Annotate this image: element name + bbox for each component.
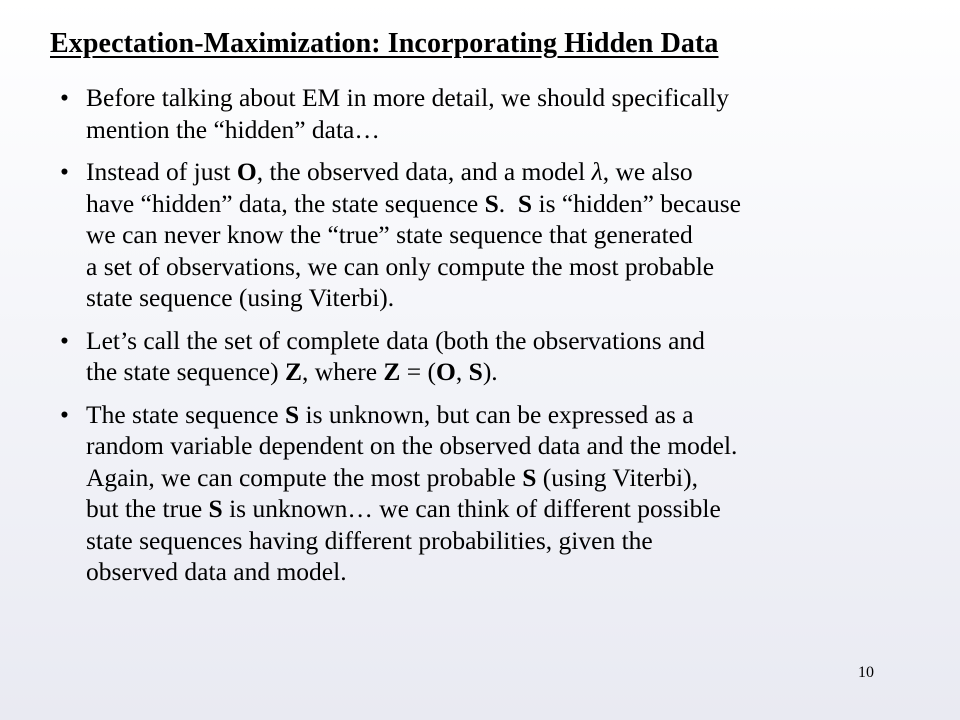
symbol-observed-data: O (236, 157, 257, 186)
bullet-list (60, 82, 920, 599)
symbol-state-sequence: S (468, 357, 483, 386)
bullet-line: but the true S is unknown… we can think of different possible (86, 494, 721, 523)
page-number: 10 (858, 664, 874, 681)
slide-title: Expectation-Maximization: Incorporating Hidden Data (50, 28, 719, 59)
bullet-line: we can never know the “true” state sequence that generated (86, 220, 693, 249)
bullet-item (60, 399, 920, 588)
symbol-state-sequence: S (208, 494, 223, 523)
bullet-item (60, 156, 920, 314)
bullet-line: random variable dependent on the observed data and the model. (86, 431, 738, 460)
bullet-line: state sequences having different probabilities, given the (86, 525, 653, 555)
bullet-line: the state sequence) Z, where Z = (O, S). (86, 357, 498, 386)
bullet-marker: • (60, 325, 69, 355)
symbol-complete-data: Z (284, 357, 302, 386)
symbol-observed-data: O (436, 357, 456, 386)
symbol-complete-data: Z (383, 357, 401, 386)
bullet-line: The state sequence S is unknown, but can be expressed as a (86, 399, 694, 429)
symbol-state-sequence: S (517, 188, 533, 218)
bullet-line: have “hidden” data, the state sequence S. S is “hidden” because (86, 188, 741, 218)
bullet-line: Instead of just O, the observed data, and a model λ, we also (86, 157, 693, 186)
bullet-line: state sequence (using Viterbi). (86, 283, 395, 312)
bullet-line: observed data and model. (86, 557, 347, 586)
symbol-state-sequence: S (522, 462, 537, 492)
bullet-marker: • (60, 83, 69, 112)
symbol-state-sequence: S (284, 399, 300, 429)
bullet-line: Again, we can compute the most probable S (using Viterbi), (86, 462, 698, 492)
bullet-line: Let’s call the set of complete data (both the observations and (86, 325, 705, 355)
bullet-marker: • (60, 399, 69, 429)
bullet-line: a set of observations, we can only compute the most probable (86, 251, 715, 281)
bullet-line: mention the “hidden” data… (86, 114, 380, 144)
symbol-model-lambda: λ (591, 157, 603, 186)
bullet-item (60, 82, 920, 145)
bullet-line: Before talking about EM in more detail, we should specifically (86, 83, 729, 112)
bullet-marker: • (60, 157, 69, 186)
symbol-state-sequence: S (484, 188, 499, 218)
bullet-item (60, 325, 920, 388)
